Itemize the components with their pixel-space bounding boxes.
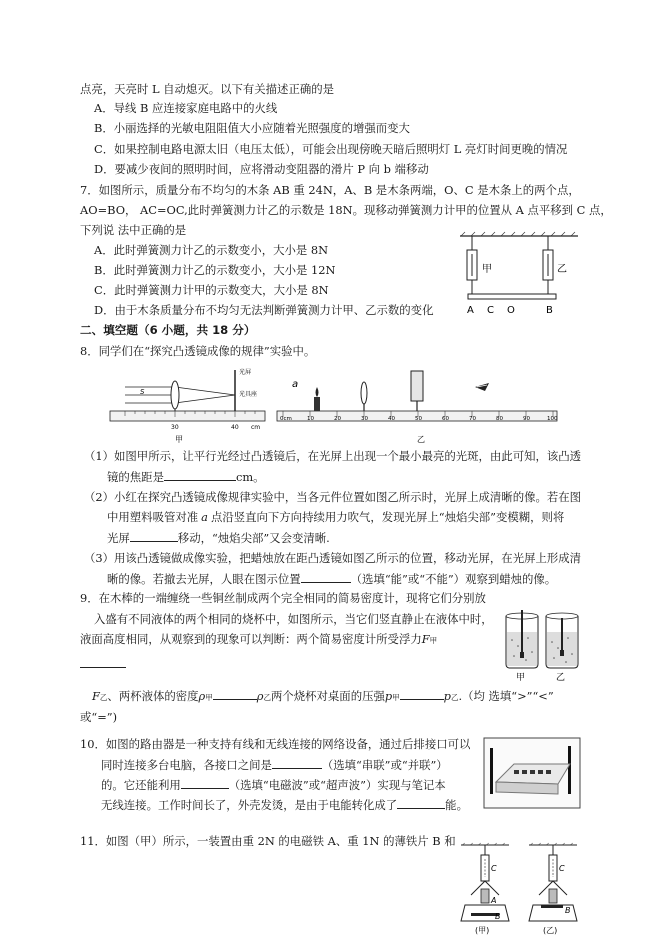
label-jia: (甲): [475, 926, 490, 935]
tick-label: 40: [231, 424, 239, 431]
question-9-stem: F乙、两杯液体的密度ρ甲 ρ乙两个烧杯对桌面的压强p甲 p乙.（均 选填“>”“<”: [92, 689, 554, 703]
figure-yi: [277, 371, 558, 444]
antenna-right: [568, 746, 571, 794]
point-o: O: [507, 305, 515, 316]
question-11-stem: 11．如图（甲）所示，一装置由重 2N 的电磁铁 A、重 1N 的薄铁片 B 和: [80, 834, 456, 848]
spring-scale-jia: [467, 236, 477, 294]
convex-lens: [171, 381, 179, 409]
figure-label-jia: 甲: [175, 435, 183, 444]
tick-label: 60: [442, 416, 449, 422]
tick-label: 20: [334, 416, 341, 422]
tick-label: 10: [307, 416, 314, 422]
question-8-stem: 8．同学们在“探究凸透镜成像的规律”实验中。: [80, 344, 316, 358]
tick-label: 80: [496, 416, 503, 422]
lens-yi: [361, 382, 367, 411]
text-line: 点亮，天亮时 L 自动熄灭。以下有关描述正确的是: [80, 82, 335, 96]
label-yi: (乙): [543, 926, 558, 935]
eye-icon: [475, 383, 489, 391]
answer-blank[interactable]: [213, 688, 257, 700]
label-jia: 甲: [516, 673, 526, 683]
tick-label: 50: [415, 416, 422, 422]
option-d: D．要减少夜间的照明时间，应将滑动变阻器的滑片 P 向 b 端移动: [94, 162, 429, 176]
option-c: C．如果控制电路电源太旧（电压太低），可能会出现傍晚天暗后照明灯 L 亮灯时间更晚的情况: [94, 142, 568, 156]
figure-jia: [110, 368, 265, 444]
option-a: A．此时弹簧测力计乙的示数变小，大小是 8N: [94, 243, 329, 257]
answer-blank[interactable]: [397, 797, 445, 809]
label-a: A: [491, 896, 497, 905]
screen-yi: [411, 371, 423, 411]
label-c: C: [491, 864, 497, 873]
light-label: S: [140, 388, 145, 396]
label-b: B: [495, 912, 501, 921]
label-yi: 乙: [557, 264, 567, 275]
answer-blank[interactable]: [80, 656, 126, 668]
answer-blank[interactable]: [130, 530, 178, 542]
tick-label: cm: [251, 424, 261, 431]
point-a-mark: a: [292, 379, 299, 390]
question-9-stem: 或“=”): [80, 710, 118, 724]
tick-label: 30: [361, 416, 368, 422]
beaker-yi: [546, 613, 578, 668]
electromagnet-figure: [455, 843, 585, 935]
router-image: [484, 738, 580, 808]
question-9-stem: 入盛有不同液体的两个相同的烧杯中，如图所示，当它们竖直静止在液体中时，: [94, 612, 493, 626]
label-yi: 乙: [556, 673, 566, 683]
question-8-part-3: （3）用该凸透镜做成像实验，把蜡烛放在距凸透镜如图乙所示的位置，移动光屏，在光屏上形成清: [84, 551, 582, 565]
question-7-stem: 7．如图所示，质量分布不均匀的木条 AB 重 24N，A、B 是木条两端，O、C 是木条上的两个点，: [80, 183, 580, 197]
answer-blank[interactable]: [272, 757, 322, 769]
tick-label: 100: [547, 416, 558, 422]
option-c: C．此时弹簧测力计甲的示数变大，大小是 8N: [94, 283, 329, 297]
question-7-stem: AO=BO， AC=OC,此时弹簧测力计乙的示数是 18N。现移动弹簧测力计甲的位置从 A 点平移到 C 点，: [80, 203, 612, 217]
question-9-stem: 9．在木棒的一端缠绕一些铜丝制成两个完全相同的简易密度计，现将它们分别放: [80, 591, 486, 605]
label-b: B: [565, 906, 571, 915]
tick-label: 90: [523, 416, 530, 422]
section-heading: 二、填空题（6 小题，共 18 分）: [80, 323, 256, 337]
spring-scale-yi: [543, 236, 553, 294]
beaker-jia: [506, 610, 538, 668]
question-8-part-3: 晰的像。若撤去光屏，人眼在图示位置 （选填“能”或“不能”）观察到蜡烛的像。: [107, 572, 557, 586]
question-9-stem: 液面高度相同，从观察到的现象可以判断：两个简易密度计所受浮力F甲: [80, 632, 438, 646]
question-8-part-1: 镜的焦距是 cm。: [107, 470, 265, 484]
answer-blank[interactable]: [164, 469, 236, 481]
iron-sheet-b: [541, 905, 563, 908]
point-c: C: [487, 305, 494, 316]
answer-blank[interactable]: [400, 688, 444, 700]
tick-label: 0cm: [280, 416, 292, 422]
question-10-stem: 的。它还能利用 （选填“电磁波”或“超声波”）实现与笔记本: [101, 778, 446, 792]
option-a: A．导线 B 应连接家庭电路中的火线: [94, 101, 278, 115]
option-b: B．此时弹簧测力计乙的示数变小，大小是 12N: [94, 263, 336, 277]
label-c: C: [559, 864, 565, 873]
option-b: B．小丽选择的光敏电阻阻值大小应随着光照强度的增强而变大: [94, 121, 410, 135]
question-8-part-2: 光屏 移动，“烛焰尖部”又会变清晰.: [107, 531, 330, 545]
device-yi: [529, 843, 577, 935]
question-10-stem: 10．如图的路由器是一种支持有线和无线连接的网络设备，通过后排接口可以: [80, 737, 471, 751]
point-a: A: [467, 305, 474, 316]
answer-blank[interactable]: [181, 777, 229, 789]
point-b: B: [546, 305, 553, 316]
question-10-stem: 无线连接。工作时间长了，外壳发烫，是由于电能转化成了 能。: [101, 798, 468, 812]
question-7-stem: 下列说 法中正确的是: [80, 223, 187, 237]
candle: [314, 387, 320, 411]
device-jia: [461, 843, 509, 935]
option-d: D．由于木条质量分布不均匀无法判断弹簧测力计甲、乙示数的变化: [94, 303, 434, 317]
optical-bench-figure: [105, 365, 560, 445]
label-jia: 甲: [482, 264, 492, 275]
question-10-stem: 同时连接多台电脑，各接口之间是 （选填“串联”或“并联”）: [101, 758, 448, 772]
hydrometer-figure: [502, 610, 584, 682]
antenna-left: [490, 748, 493, 794]
question-8-part-2: 中用塑料吸管对准 a 点沿竖直向下方向持续用力吹气，发现光屏上“烛焰尖部”变模糊，则将: [107, 510, 565, 524]
wooden-bar: [468, 294, 556, 299]
tick-label: 70: [469, 416, 476, 422]
tick-label: 30: [171, 424, 179, 431]
answer-blank-row: [80, 656, 126, 672]
question-8-part-2: （2）小红在探究凸透镜成像规律实验中，当各元件位置如图乙所示时，光屏上成清晰的像。若在图: [84, 490, 582, 504]
screen-label: 光屏: [239, 369, 252, 376]
question-8-part-1: （1）如图甲所示，让平行光经过凸透镜后，在光屏上出现一个最小最亮的光斑，由此可知，该凸透: [84, 449, 582, 463]
figure-label-yi: 乙: [417, 435, 425, 444]
answer-blank[interactable]: [301, 571, 351, 583]
ruler-jia: [110, 411, 265, 421]
lever-figure: [460, 232, 580, 317]
tick-label: 40: [388, 416, 395, 422]
bench-label: 光具座: [239, 391, 258, 398]
